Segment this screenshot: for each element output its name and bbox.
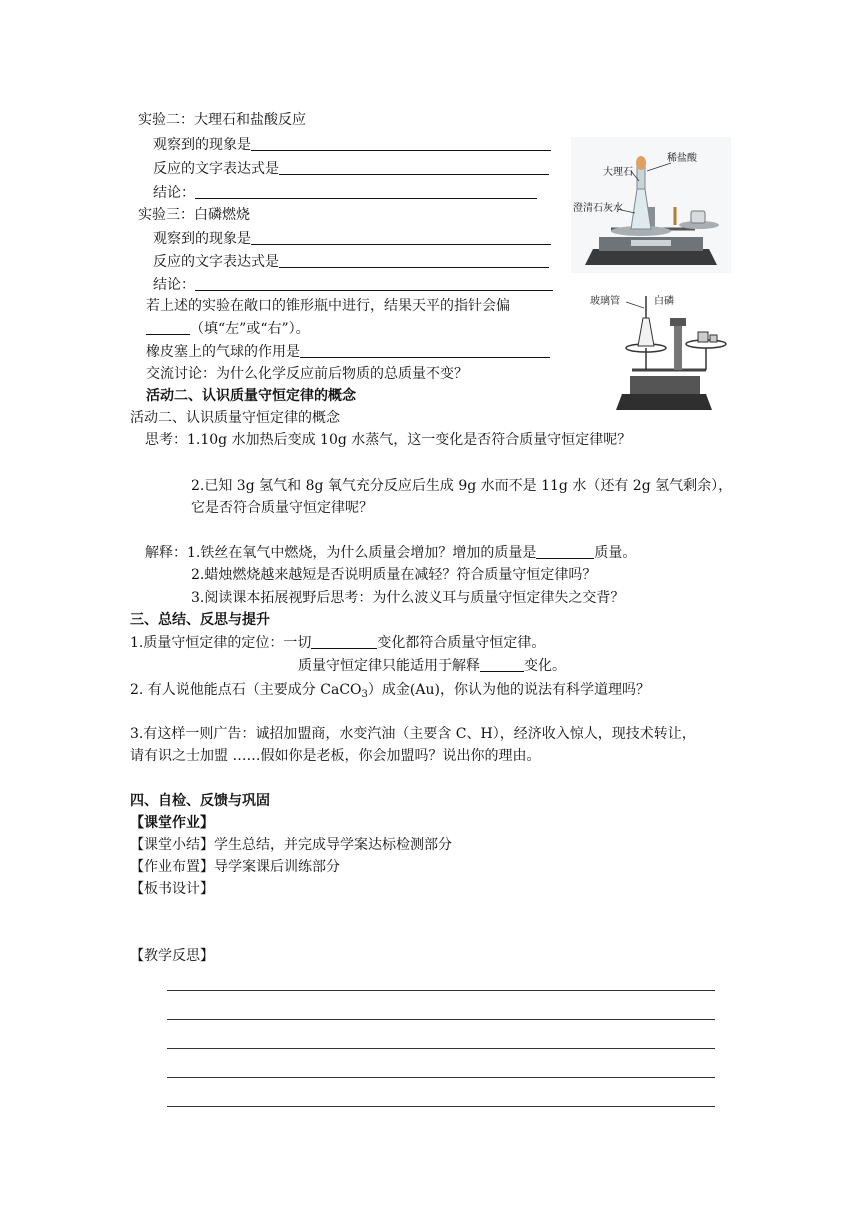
explain-1-text: 解释：1.铁丝在氧气中燃烧，为什么质量会增加？增加的质量是 xyxy=(145,545,537,561)
label-limewater: 澄清石灰水 xyxy=(573,203,623,214)
summary-1-row xyxy=(130,634,545,652)
activity2-heading-bold: 活动二、认识质量守恒定律的概念 xyxy=(146,388,356,404)
summary-2-tail: ）成金(Au)，你认为他的说法有科学道理吗？ xyxy=(367,682,650,698)
reflection-line[interactable] xyxy=(167,1077,715,1078)
exp2-expr-label: 反应的文字表达式是 xyxy=(153,161,279,177)
summary-1-tail: 变化都符合质量守恒定律。 xyxy=(377,635,546,651)
exp3-observe-row xyxy=(153,230,551,248)
exp2-title: 实验二：大理石和盐酸反应 xyxy=(138,112,306,128)
exp3-concl-row xyxy=(153,276,553,294)
explain-1-blank[interactable] xyxy=(536,544,594,559)
subscript-3: 3 xyxy=(361,689,368,700)
summary-3-line2: 请有识之士加盟 ……假如你是老板，你会加盟吗？说出你的理由。 xyxy=(130,748,541,764)
classwork-heading: 【课堂作业】 xyxy=(130,815,214,831)
summary-1b-tail: 变化。 xyxy=(524,658,566,674)
label-glass-tube: 玻璃管 xyxy=(590,296,620,307)
think-q2-line1: 2.已知 3g 氢气和 8g 氧气充分反应后生成 9g 水而不是 11g 水（还有 2g 氢气剩余）， xyxy=(191,478,733,494)
exp2-observe-row xyxy=(153,136,551,154)
balance-base xyxy=(616,394,712,410)
open-flask-question: 若上述的实验在敞口的锥形瓶中进行，结果天平的指针会偏 xyxy=(146,298,510,314)
direction-blank[interactable] xyxy=(146,320,190,335)
discussion-text: 交流讨论：为什么化学反应前后物质的总质量不变？ xyxy=(146,366,468,382)
explain-3: 3.阅读课本拓展视野后思考：为什么波义耳与质量守恒定律失之交背？ xyxy=(191,590,625,606)
board-design: 【板书设计】 xyxy=(130,881,214,897)
reflection-line[interactable] xyxy=(167,1019,715,1020)
exp3-observe-label: 观察到的现象是 xyxy=(153,231,251,247)
think-q1: 思考：1.10g 水加热后变成 10g 水蒸气，这一变化是否符合质量守恒定律呢？ xyxy=(145,432,632,448)
reflection-line[interactable] xyxy=(167,1106,715,1107)
activity2-heading: 活动二、认识质量守恒定律的概念 xyxy=(130,410,340,426)
label-marble: 大理石 xyxy=(603,167,633,178)
summary-1-blank[interactable] xyxy=(311,634,377,649)
homework-assign: 【作业布置】导学案课后训练部分 xyxy=(130,859,340,875)
explain-2: 2.蜡烛燃烧越来越短是否说明质量在减轻？符合质量守恒定律吗？ xyxy=(191,567,597,583)
balance-marble-acid-figure xyxy=(571,137,731,273)
exp2-concl-label: 结论： xyxy=(153,185,195,201)
balloon xyxy=(636,156,646,170)
summary-1b-row xyxy=(298,657,566,675)
class-summary: 【课堂小结】学生总结，并完成导学案达标检测部分 xyxy=(130,837,452,853)
exp2-observe-label: 观察到的现象是 xyxy=(153,137,251,153)
summary-1-text: 1.质量守恒定律的定位：一切 xyxy=(130,635,312,651)
summary-1b-text: 质量守恒定律只能适用于解释 xyxy=(298,658,480,674)
open-flask-row2 xyxy=(146,320,310,338)
balance-phosphorus-figure xyxy=(588,288,734,414)
label-dilute-hcl: 稀盐酸 xyxy=(667,153,697,164)
balloon-blank[interactable] xyxy=(300,343,550,358)
reflection-line[interactable] xyxy=(167,1048,715,1049)
exp2-expr-blank[interactable] xyxy=(279,160,549,175)
exp2-expr-row xyxy=(153,160,549,178)
exp2-concl-blank[interactable] xyxy=(195,184,537,199)
balloon-label: 橡皮塞上的气球的作用是 xyxy=(146,344,300,360)
explain-1-tail: 质量。 xyxy=(594,545,637,561)
exp3-expr-row xyxy=(153,253,549,271)
direction-hint: （填“左”或“右”）。 xyxy=(190,321,310,337)
exp2-observe-blank[interactable] xyxy=(251,136,551,151)
exp3-concl-label: 结论： xyxy=(153,277,195,293)
teaching-reflection: 【教学反思】 xyxy=(130,948,214,964)
section4-heading: 四、自检、反馈与巩固 xyxy=(130,793,270,809)
exp3-expr-blank[interactable] xyxy=(279,253,549,268)
exp3-expr-label: 反应的文字表达式是 xyxy=(153,254,279,270)
exp3-observe-blank[interactable] xyxy=(251,230,551,245)
balance-base xyxy=(585,249,717,265)
label-white-phosphorus: 白磷 xyxy=(654,296,674,307)
exp3-concl-blank[interactable] xyxy=(195,276,553,291)
balloon-row xyxy=(146,343,550,361)
exp3-title: 实验三：白磷燃烧 xyxy=(138,207,250,223)
summary-3-line1: 3.有这样一则广告：诚招加盟商，水变汽油（主要含 C、H），经济收入惊人，现技术转让， xyxy=(130,726,696,742)
summary-2 xyxy=(130,681,650,699)
explain-1-row xyxy=(145,544,636,562)
summary-1b-blank[interactable] xyxy=(480,657,524,672)
summary-2-text: 2. 有人说他能点石（主要成分 CaCO xyxy=(130,682,362,698)
think-q2-line2: 它是否符合质量守恒定律呢？ xyxy=(191,500,373,516)
exp2-concl-row xyxy=(153,184,537,202)
balance-body xyxy=(630,376,700,394)
section3-heading: 三、总结、反思与提升 xyxy=(130,612,270,628)
reflection-line[interactable] xyxy=(167,990,715,991)
